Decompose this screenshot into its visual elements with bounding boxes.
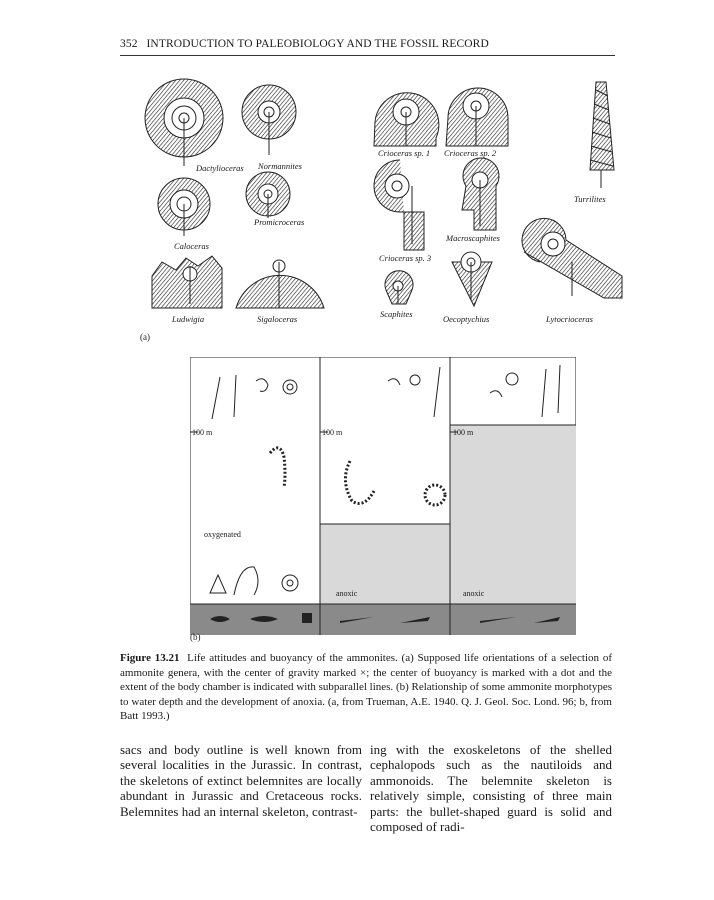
crioceras-sp2-illustration [446,88,508,146]
scaphites-illustration [385,271,413,304]
figure-number: Figure 13.21 [120,652,180,664]
oecoptychius-illustration [452,252,492,306]
lytocrioceras-illustration [522,218,622,298]
promicroceras-illustration [246,172,290,218]
running-title: INTRODUCTION TO PALEOBIOLOGY AND THE FOSSIL RECORD [146,38,489,50]
caloceras-illustration [158,178,210,236]
figure-a-drawings [0,0,714,350]
ludwigia-illustration [152,256,222,308]
label-ludwigia: Ludwigia [172,314,205,324]
depth-label-2: 100 m [322,428,343,437]
anoxic-label-right: anoxic [463,589,485,598]
depth-label-1: 100 m [192,428,213,437]
macroscaphites-illustration [462,158,499,230]
label-lytocrioceras: Lytocrioceras [546,314,593,324]
sigaloceras-illustration [236,260,324,308]
label-crioceras-sp3: Crioceras sp. 3 [379,253,432,263]
caption-text: Life attitudes and buoyancy of the ammonites. (a) Supposed life orientations of a selection of ammonite genera, with the center of gravity marked ×; the center of buoyancy is marked with a dot and the extent of the body chamber is indicated with subparallel lines. (b) Relationship of some ammonite morphotypes to water depth and the development of anoxia. (a, from Trueman, A.E. 1940. Q. J. Geol. Soc. Lond. 96; b, from Batt 1993.) [120,652,612,723]
label-macroscaphites: Macroscaphites [446,233,500,243]
label-normannites: Normannites [258,161,302,171]
crioceras-sp3-illustration [374,160,424,250]
panel-b-label: (b) [190,632,201,642]
turrilites-illustration [590,82,614,188]
normannites-illustration [242,85,296,155]
page-number: 352 [120,38,138,50]
label-turrilites: Turrilites [574,194,606,204]
label-dactylioceras: Dactylioceras [196,163,244,173]
body-column-right: ing with the exoskeletons of the shelled cephalopods such as the nautiloids and ammonoids. The belemnite skeleton is relatively simple, consisting of three main parts: the bullet-shaped guard is solid and composed of radi- [370,742,612,835]
depth-label-3: 100 m [453,428,474,437]
dactylioceras-illustration [145,79,223,166]
anoxic-label-middle: anoxic [336,589,358,598]
label-crioceras-sp1: Crioceras sp. 1 [378,148,431,158]
label-sigaloceras: Sigaloceras [257,314,298,324]
label-promicroceras: Promicroceras [254,217,305,227]
figure-caption [120,651,612,724]
oxygenated-label: oxygenated [204,530,241,539]
figure-b-diagram [190,357,576,635]
crioceras-sp1-illustration [374,93,439,146]
label-oecoptychius: Oecoptychius [443,314,490,324]
label-caloceras: Caloceras [174,241,209,251]
body-column-left: sacs and body outline is well known from several localities in the Jurassic. In contrast, the skeletons of extinct belemnites are locally abundant in Jurassic and Cretaceous rocks. Belemnites had an internal skeleton, contrast- [120,742,362,819]
sediment-layer [190,604,576,635]
panel-a-label: (a) [140,332,150,342]
anoxic-zone-right [450,425,576,604]
label-crioceras-sp2: Crioceras sp. 2 [444,148,497,158]
label-scaphites: Scaphites [380,309,413,319]
